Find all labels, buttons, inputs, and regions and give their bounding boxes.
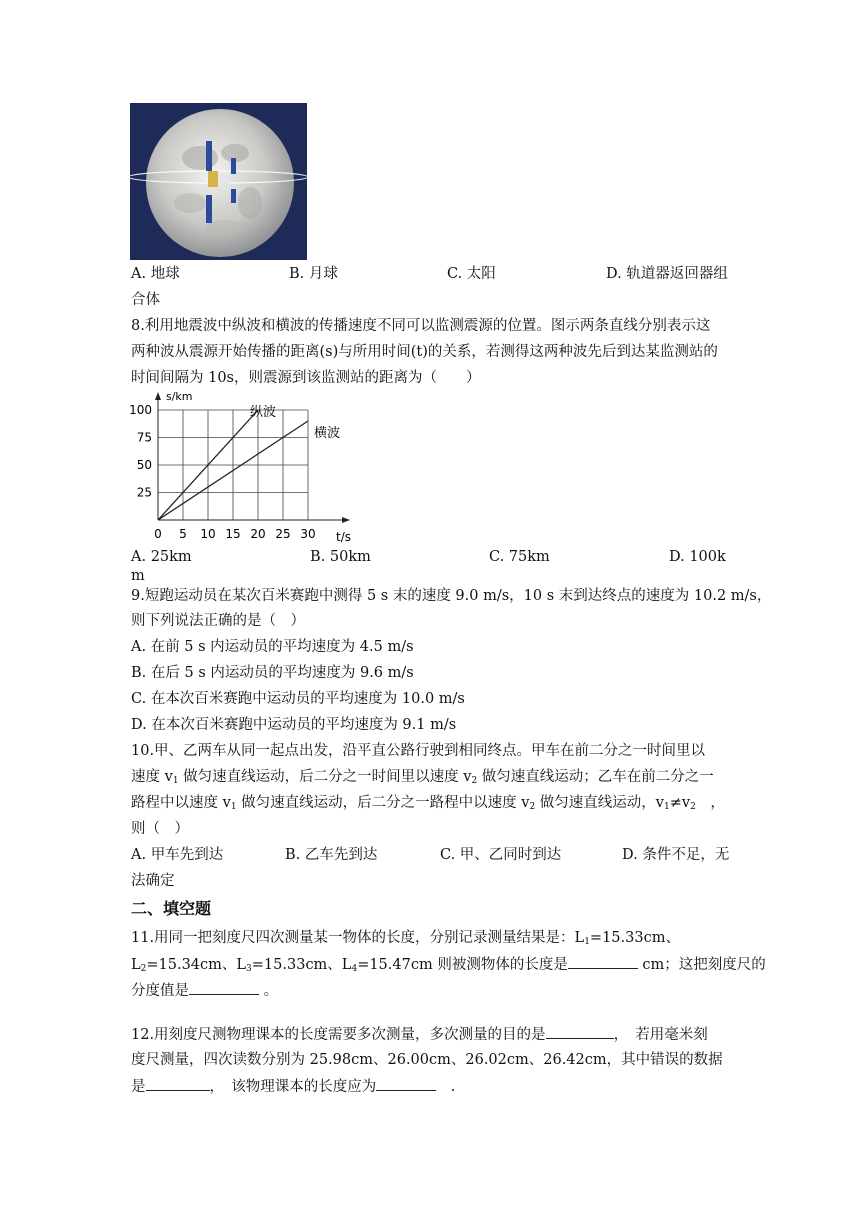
y-tick-label: 50 bbox=[136, 458, 152, 472]
y-tick-label: 100 bbox=[129, 403, 152, 417]
q12-answer-blank-purpose[interactable] bbox=[546, 1024, 614, 1039]
q11-stem-line2: $L_2=15.34cm$、$L_3=15.33cm$、$L_4=15.47cm$ 则被测物体的长度是 cm；这把刻度尺的 bbox=[131, 954, 766, 979]
q12-answer-blank-length[interactable] bbox=[376, 1076, 436, 1091]
x-tick-label: 15 bbox=[225, 527, 241, 541]
q8-stem-line2: 两种波从震源开始传播的距离(s)与所用时间(t)的关系，若测得这两种波先后到达某监测站的 bbox=[131, 344, 718, 360]
q10-stem-line3: 路程中以速度 $v_1$ 做匀速直线运动，后二分之一路程中以速度 $v_2$ 做匀速直线运动，$v_1\ne v_2$ ， bbox=[131, 795, 725, 812]
q10-option-c: C. 甲、乙同时到达 bbox=[440, 847, 562, 863]
q10-option-d-wrap: 法确定 bbox=[131, 873, 175, 889]
q8-stem-line3: 时间间隔为 10s，则震源到该监测站的距离为（ ） bbox=[131, 370, 481, 386]
x-tick-label: 5 bbox=[179, 527, 187, 541]
chart-series-label-transverse: 横波 bbox=[314, 426, 341, 441]
q11-stem-line3: 分度值是 。 bbox=[131, 980, 278, 1001]
q11-answer-blank-length[interactable] bbox=[568, 954, 638, 969]
chart-grid bbox=[158, 410, 308, 520]
section-heading: 二、填空题 bbox=[131, 899, 212, 918]
y-tick-label: 75 bbox=[136, 430, 152, 445]
q11-answer-blank-division[interactable] bbox=[189, 980, 259, 995]
chart-x-axis-label: t/s bbox=[336, 530, 351, 544]
q9-option-c: C. 在本次百米赛跑中运动员的平均速度为 10.0 m/s bbox=[131, 691, 465, 707]
y-axis-arrow bbox=[155, 392, 161, 400]
q9-option-d: D. 在本次百米赛跑中运动员的平均速度为 9.1 m/s bbox=[131, 717, 457, 733]
q8-option-b: B. 50km bbox=[310, 549, 371, 565]
s-t-chart bbox=[128, 390, 358, 544]
q8-option-d-wrap: m bbox=[131, 568, 145, 584]
x-tick-label: 0 bbox=[154, 527, 162, 541]
q12-stem-line1: 12.用刻度尺测物理课本的长度需要多次测量，多次测量的目的是 ， 若用毫米刻 bbox=[131, 1024, 708, 1045]
x-axis-arrow bbox=[342, 517, 350, 523]
y-tick-label: 25 bbox=[136, 485, 152, 500]
q10-option-b: B. 乙车先到达 bbox=[285, 847, 378, 863]
q7-option-a: A. 地球 bbox=[131, 266, 180, 282]
q8-stem-line1: 8.利用地震波中纵波和横波的传播速度不同可以监测震源的位置。图示两条直线分别表示这 bbox=[131, 318, 711, 334]
q10-option-a: A. 甲车先到达 bbox=[131, 847, 224, 863]
q12-answer-blank-wrong-data[interactable] bbox=[146, 1076, 210, 1091]
q9-stem-line1: 9.短跑运动员在某次百米赛跑中测得 5 s 末的速度 9.0 m/s，10 s 末到达终点的速度为 10.2 m/s， bbox=[131, 588, 772, 604]
q9-option-a: A. 在前 5 s 内运动员的平均速度为 4.5 m/s bbox=[131, 639, 414, 655]
q9-stem-line2: 则下列说法正确的是（ ） bbox=[131, 613, 305, 629]
q9-option-b: B. 在后 5 s 内运动员的平均速度为 9.6 m/s bbox=[131, 665, 414, 681]
q12-stem-line3: 是 ， 该物理课本的长度应为 . bbox=[131, 1076, 455, 1097]
q11-stem-line1: 11.用同一把刻度尺四次测量某一物体的长度，分别记录测量结果是：$L_1=15.33cm$、 bbox=[131, 930, 680, 947]
q8-option-a: A. 25km bbox=[131, 549, 192, 565]
chart-y-axis-label: s/km bbox=[166, 390, 193, 403]
q7-option-c: C. 太阳 bbox=[447, 266, 496, 282]
q8-option-d: D. 100k bbox=[669, 549, 726, 565]
q8-option-c: C. 75km bbox=[489, 549, 550, 565]
q10-stem-line2: 速度 $v_1$ 做匀速直线运动，后二分之一时间里以速度 $v_2$ 做匀速直线运动；乙车在前二分之一 bbox=[131, 769, 714, 786]
x-tick-label: 20 bbox=[250, 527, 266, 541]
x-tick-label: 30 bbox=[300, 527, 316, 541]
q10-option-d: D. 条件不足，无 bbox=[622, 847, 730, 863]
q7-option-b: B. 月球 bbox=[289, 266, 338, 282]
chart-series-label-longitudinal: 纵波 bbox=[250, 405, 277, 420]
q7-option-d-wrap: 合体 bbox=[131, 292, 160, 308]
q10-stem-line1: 10.甲、乙两车从同一起点出发，沿平直公路行驶到相同终点。甲车在前二分之一时间里以 bbox=[131, 743, 706, 759]
x-tick-label: 25 bbox=[275, 527, 291, 541]
moon-orbiter-image bbox=[130, 103, 307, 260]
q10-stem-line4: 则（ ） bbox=[131, 821, 189, 837]
x-tick-label: 10 bbox=[200, 527, 216, 541]
q7-option-d: D. 轨道器返回器组 bbox=[606, 266, 728, 282]
q12-stem-line2: 度尺测量，四次读数分别为 25.98cm、26.00cm、26.02cm、26.42cm，其中错误的数据 bbox=[131, 1052, 723, 1068]
